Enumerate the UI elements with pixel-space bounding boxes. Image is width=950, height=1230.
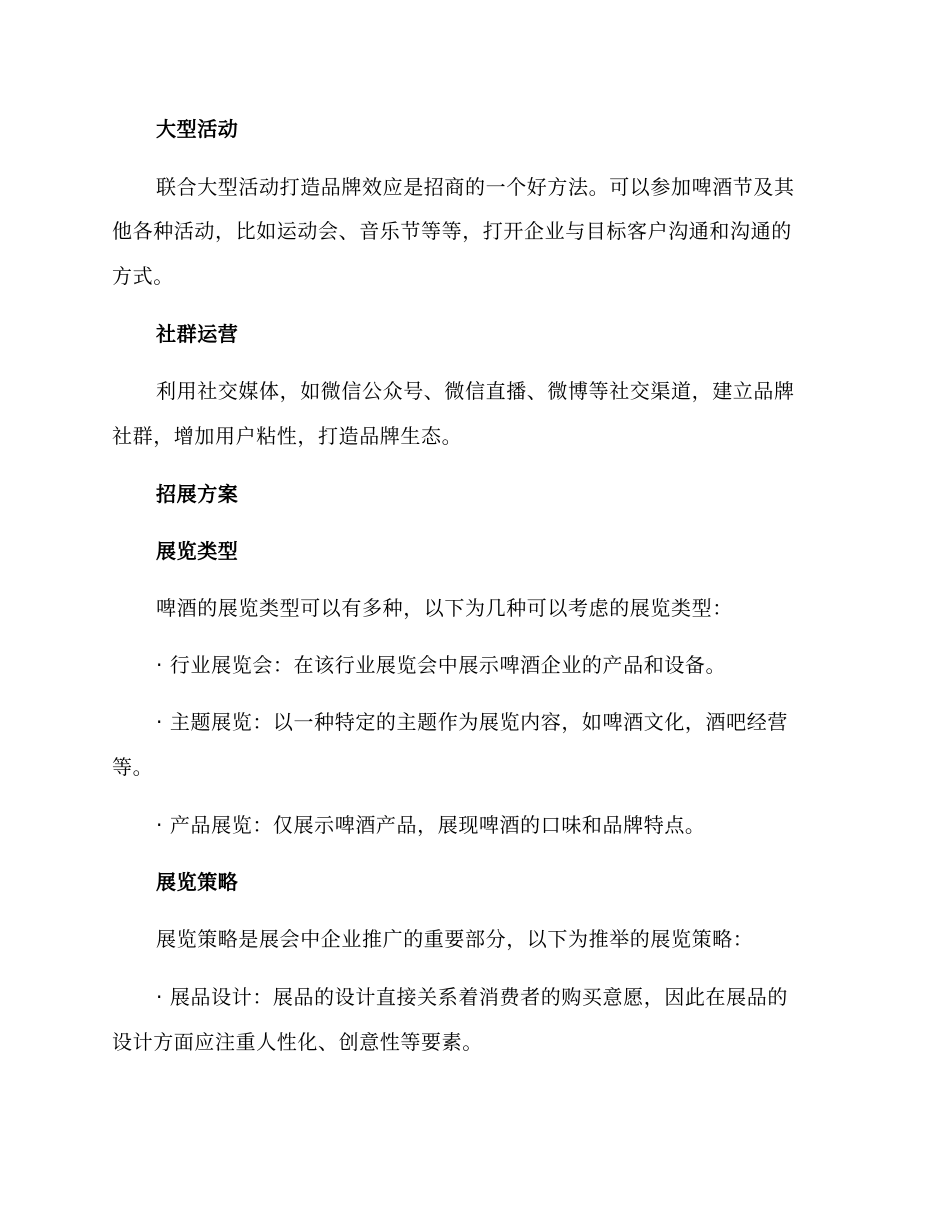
paragraph-line: 方式。 [112, 264, 174, 288]
list-item-continuation: 等。 [112, 755, 154, 779]
list-item: · 展品设计：展品的设计直接关系着消费者的购买意愿，因此在展品的 [156, 985, 788, 1009]
section-heading: 展览类型 [156, 539, 239, 563]
paragraph-line: 社群，增加用户粘性，打造品牌生态。 [112, 424, 463, 448]
paragraph-line: 联合大型活动打造品牌效应是招商的一个好方法。可以参加啤酒节及其 [156, 175, 795, 199]
paragraph-line: 展览策略是展会中企业推广的重要部分，以下为推举的展览策略： [156, 927, 754, 951]
section-heading: 社群运营 [156, 322, 239, 346]
paragraph-line: 啤酒的展览类型可以有多种，以下为几种可以考虑的展览类型： [156, 596, 733, 620]
paragraph-line: 利用社交媒体，如微信公众号、微信直播、微博等社交渠道，建立品牌 [156, 379, 795, 403]
section-heading: 大型活动 [156, 117, 239, 141]
list-item: · 产品展览：仅展示啤酒产品，展现啤酒的口味和品牌特点。 [156, 813, 706, 837]
list-item-continuation: 设计方面应注重人性化、创意性等要素。 [112, 1030, 483, 1054]
paragraph-line: 他各种活动，比如运动会、音乐节等等，打开企业与目标客户沟通和沟通的 [112, 219, 792, 243]
list-item: · 主题展览：以一种特定的主题作为展览内容，如啤酒文化，酒吧经营 [156, 710, 788, 734]
section-heading: 招展方案 [156, 482, 239, 506]
list-item: · 行业展览会：在该行业展览会中展示啤酒企业的产品和设备。 [156, 653, 727, 677]
section-heading: 展览策略 [156, 870, 239, 894]
